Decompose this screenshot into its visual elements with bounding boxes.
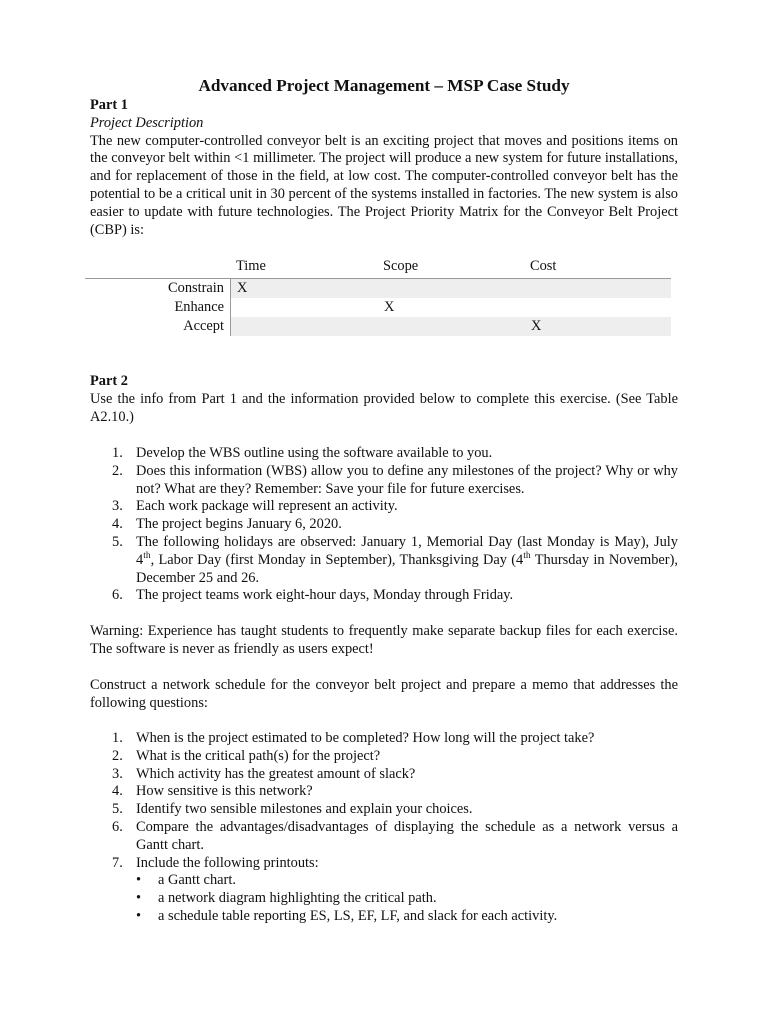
bullet-icon: • [136, 907, 142, 924]
list-item: 2. Does this information (WBS) allow you to define any milestones of the project? Why or why not? What are they? Remember: Save your file for future exercises. [112, 462, 678, 497]
priority-matrix [85, 258, 671, 336]
printouts-list [90, 872, 678, 925]
matrix-row-label: Accept [183, 318, 224, 334]
list-item: 5. The following holidays are observed: January 1, Memorial Day (last Monday is May), July 4th, Labor Day (first Monday in September), Thanksgiving Day (4th Thursday in November), December 25 and 26. [112, 533, 678, 586]
list-item: 5. Identify two sensible milestones and explain your choices. [112, 801, 473, 818]
part1-section [90, 97, 678, 239]
warning-paragraph: Warning: Experience has taught students to frequently make separate backup files for each exercise. The software is never as friendly as users expect! [90, 623, 678, 657]
bullet-icon: • [136, 872, 142, 889]
matrix-row-enhance [85, 298, 671, 317]
steps-section [90, 445, 678, 605]
steps-list [90, 445, 678, 605]
part2-section [90, 373, 678, 426]
list-item: 3. Each work package will represent an activity. [112, 498, 398, 515]
document-title: Advanced Project Management – MSP Case Study [198, 76, 570, 95]
matrix-col-time: Time [236, 258, 266, 274]
list-item: 6. The project teams work eight-hour days, Monday through Friday. [112, 587, 514, 604]
matrix-row-label: Constrain [168, 280, 224, 296]
matrix-col-scope: Scope [383, 258, 419, 274]
matrix-row-accept [85, 317, 671, 336]
matrix-row-label: Enhance [174, 299, 224, 315]
part2-intro: Use the info from Part 1 and the information provided below to complete this exercise. (See Table A2.10.) [90, 390, 678, 425]
list-item: 4. How sensitive is this network? [112, 783, 313, 800]
matrix-mark-cost: X [531, 318, 542, 334]
list-item: 2. What is the critical path(s) for the project? [112, 747, 381, 764]
list-item: 7. Include the following printouts: [112, 854, 319, 871]
questions-list [90, 730, 678, 872]
part2-heading: Part 2 [90, 373, 128, 389]
matrix-mark-time: X [237, 280, 248, 296]
part1-heading: Part 1 [90, 97, 128, 113]
list-item: 1. Develop the WBS outline using the software available to you. [112, 445, 493, 461]
questions-section [90, 730, 678, 926]
matrix-row-constrain [85, 279, 671, 298]
project-description-paragraph: The new computer-controlled conveyor belt is an exciting project that moves and positions items on the conveyor belt within <1 millimeter. The project will produce a new system for future installations, and for replacement of those in the field, at low cost. The computer-controlled conveyor belt has the potential to be a critical unit in 30 percent of the systems installed in factories. The new system is also easier to update with future technologies. The Project Priority Matrix for the Conveyor Belt Project (CBP) is: [90, 132, 678, 238]
matrix-row-cells [230, 317, 671, 336]
matrix-mark-scope: X [384, 299, 395, 315]
list-item: • a network diagram highlighting the critical path. [136, 890, 437, 907]
matrix-col-cost: Cost [530, 258, 557, 274]
list-item: 3. Which activity has the greatest amount of slack? [112, 765, 416, 782]
list-item: 1. When is the project estimated to be completed? How long will the project take? [112, 730, 595, 746]
list-item: 6. Compare the advantages/disadvantages of displaying the schedule as a network versus a Gantt chart. [112, 818, 678, 853]
matrix-header-row [85, 258, 671, 279]
project-description-heading: Project Description [90, 114, 204, 131]
list-item: • a Gantt chart. [136, 872, 236, 889]
bullet-icon: • [136, 890, 142, 907]
construct-paragraph: Construct a network schedule for the conveyor belt project and prepare a memo that addresses the following questions: [90, 677, 678, 711]
matrix-row-cells [230, 298, 671, 317]
matrix-row-cells [230, 279, 671, 298]
list-item: • a schedule table reporting ES, LS, EF, LF, and slack for each activity. [136, 907, 558, 924]
list-item: 4. The project begins January 6, 2020. [112, 516, 342, 533]
